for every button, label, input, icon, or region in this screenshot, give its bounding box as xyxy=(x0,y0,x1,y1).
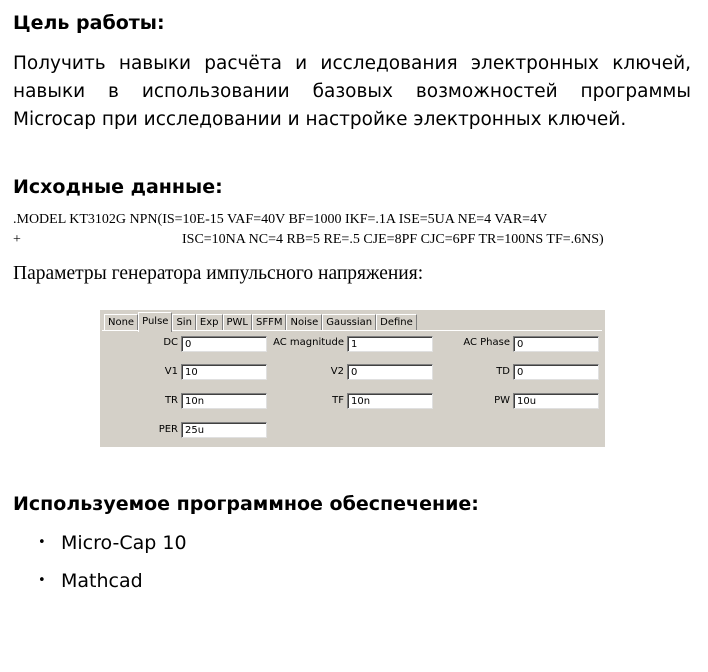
v2-input[interactable]: 0 xyxy=(347,364,433,380)
ac-magnitude-input[interactable]: 1 xyxy=(347,336,433,352)
tf-label: TF xyxy=(332,395,344,406)
bullet-icon: • xyxy=(38,535,46,550)
model-line-1: .MODEL KT3102G NPN(IS=10E-15 VAF=40V BF=1000 IKF=.1A ISE=5UA NE=4 VAR=4V xyxy=(13,212,548,227)
tab-noise[interactable]: Noise xyxy=(286,314,322,331)
source-heading: Исходные данные: xyxy=(13,176,223,198)
goal-paragraph xyxy=(13,50,691,134)
generator-title: Параметры генератора импульсного напряжения: xyxy=(13,263,424,284)
model-plus: + xyxy=(13,232,21,247)
pulse-panel xyxy=(102,330,602,446)
list-item-text: Micro-Cap 10 xyxy=(61,532,187,554)
v2-label: V2 xyxy=(330,366,344,377)
goal-line-3: Microcap при исследовании и настройке электронных ключей. xyxy=(13,109,627,130)
dc-input[interactable]: 0 xyxy=(181,336,267,352)
goal-heading: Цель работы: xyxy=(13,12,165,34)
per-label: PER xyxy=(158,424,178,435)
pulse-source-dialog xyxy=(100,310,605,447)
ac-magnitude-label: AC magnitude xyxy=(273,337,344,348)
td-input[interactable]: 0 xyxy=(513,364,599,380)
tab-none[interactable]: None xyxy=(104,314,138,331)
bullet-icon: • xyxy=(38,573,46,588)
per-input[interactable]: 25u xyxy=(181,422,267,438)
td-label: TD xyxy=(496,366,510,377)
goal-line-2: навыки в использовании базовых возможностей программы xyxy=(13,81,691,102)
model-line-2: ISC=10NA NC=4 RB=5 RE=.5 CJE=8PF CJC=6PF TR=100NS TF=.6NS) xyxy=(182,232,604,247)
tab-sffm[interactable]: SFFM xyxy=(252,314,286,331)
tr-label: TR xyxy=(164,395,178,406)
list-item-text: Mathcad xyxy=(61,570,143,592)
pw-label: PW xyxy=(494,395,510,406)
v1-label: V1 xyxy=(164,366,178,377)
tab-sin[interactable]: Sin xyxy=(172,314,195,331)
goal-line-1: Получить навыки расчёта и исследования электронных ключей, xyxy=(13,53,691,74)
tab-strip xyxy=(104,312,417,331)
tf-input[interactable]: 10n xyxy=(347,393,433,409)
ac-phase-input[interactable]: 0 xyxy=(513,336,599,352)
v1-input[interactable]: 10 xyxy=(181,364,267,380)
software-heading: Используемое программное обеспечение: xyxy=(13,493,479,515)
pw-input[interactable]: 10u xyxy=(513,393,599,409)
ac-phase-label: AC Phase xyxy=(463,337,510,348)
tab-gaussian[interactable]: Gaussian xyxy=(322,314,376,331)
dc-label: DC xyxy=(163,337,178,348)
tab-exp[interactable]: Exp xyxy=(196,314,223,331)
tab-define[interactable]: Define xyxy=(376,314,417,331)
tr-input[interactable]: 10n xyxy=(181,393,267,409)
tab-pulse[interactable]: Pulse xyxy=(138,312,172,332)
tab-pwl[interactable]: PWL xyxy=(223,314,253,331)
